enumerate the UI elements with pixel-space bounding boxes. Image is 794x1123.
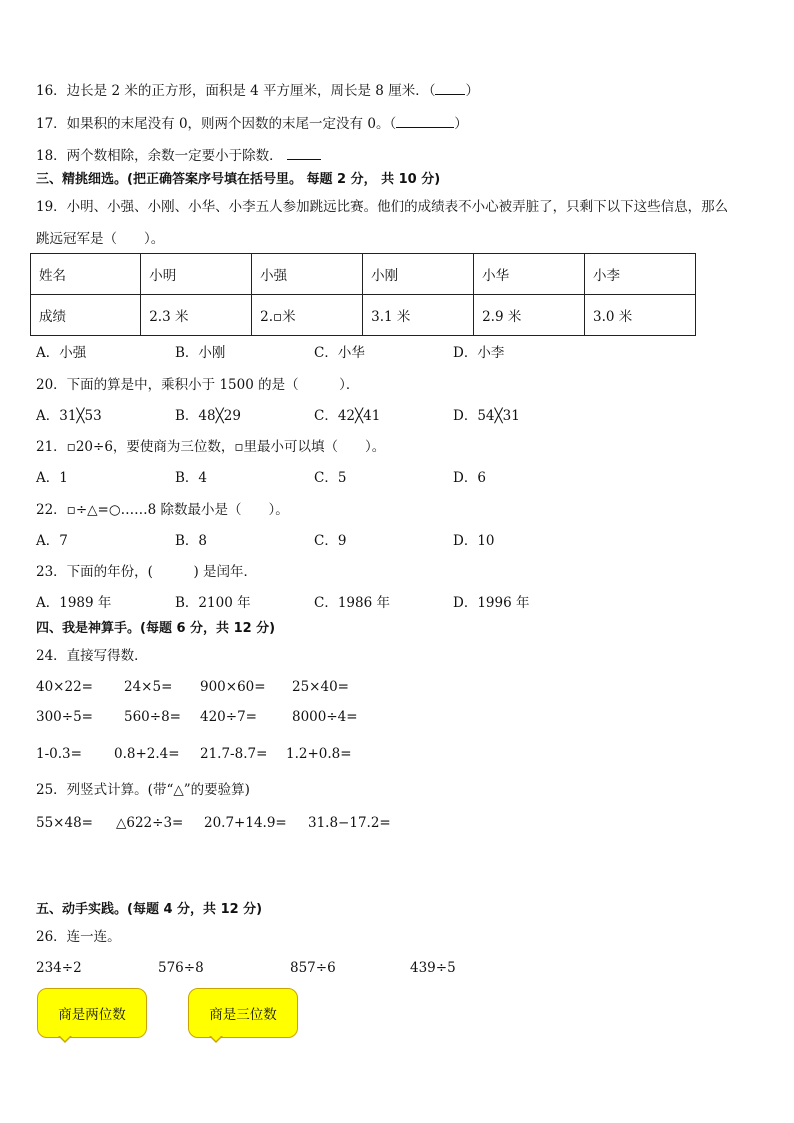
option-b[interactable]: B．8: [175, 533, 208, 549]
calc-item: 25×40=: [292, 679, 349, 695]
bubble-tail-fill: [210, 1035, 222, 1041]
q17-text: 17．如果积的末尾没有 0，则两个因数的末尾一定没有 0。（: [36, 116, 397, 132]
table-row: [31, 254, 696, 295]
q17-blank[interactable]: [396, 113, 454, 128]
option-a[interactable]: A．小强: [36, 345, 87, 361]
option-c[interactable]: C．小华: [314, 345, 365, 361]
option-c[interactable]: C．9: [314, 533, 347, 549]
bubble-label: 商是三位数: [209, 1007, 277, 1023]
calc-item: 31.8−17.2=: [308, 815, 391, 831]
table-cell: 姓名: [31, 254, 141, 295]
q18-text: 18．两个数相除，余数一定要小于除数．: [36, 148, 283, 164]
bubble-three-digit[interactable]: [188, 988, 298, 1038]
q17-close: ）: [454, 116, 468, 132]
q18-blank[interactable]: [287, 145, 321, 160]
q22-text: 22．▫÷△=○……8 除数最小是（ ）。: [36, 502, 289, 518]
table-cell: 小强: [252, 254, 363, 295]
option-b[interactable]: B．2100 年: [175, 595, 251, 611]
option-d[interactable]: D．1996 年: [453, 595, 530, 611]
table-cell: 2.3 米: [141, 295, 252, 336]
option-b[interactable]: B．4: [175, 470, 208, 486]
option-d[interactable]: D．10: [453, 533, 495, 549]
q16-close: ）: [465, 83, 479, 99]
option-d[interactable]: D．54╳31: [453, 408, 520, 424]
calc-item: 0.8+2.4=: [114, 746, 180, 762]
expression-item[interactable]: 576÷8: [158, 960, 204, 976]
q20-text: 20．下面的算是中，乘积小于 1500 的是（ ）．: [36, 377, 360, 393]
q24-title: 24．直接写得数．: [36, 648, 148, 664]
calc-item: 900×60=: [200, 679, 266, 695]
calc-item: 1-0.3=: [36, 746, 82, 762]
calc-item: 24×5=: [124, 679, 173, 695]
expression-item[interactable]: 234÷2: [36, 960, 82, 976]
calc-item: 21.7-8.7=: [200, 746, 268, 762]
score-table: [30, 253, 696, 336]
option-c[interactable]: C．5: [314, 470, 347, 486]
option-d[interactable]: D．6: [453, 470, 486, 486]
calc-item: 55×48=: [36, 815, 93, 831]
option-d[interactable]: D．小李: [453, 345, 505, 361]
calc-item: △622÷3=: [116, 815, 184, 831]
q25-title: 25．列竖式计算。(带“△”的要验算): [36, 782, 250, 798]
bubble-two-digit[interactable]: [37, 988, 147, 1038]
calc-item: 1.2+0.8=: [286, 746, 352, 762]
q17: [36, 113, 468, 134]
bubble-tail-fill: [59, 1035, 71, 1041]
calc-item: 20.7+14.9=: [204, 815, 287, 831]
section5-title: 五、动手实践。(每题 4 分，共 12 分): [36, 902, 263, 917]
option-b[interactable]: B．小刚: [175, 345, 226, 361]
q19-line1: 19．小明、小强、小刚、小华、小李五人参加跳远比赛。他们的成绩表不小心被弄脏了，只剩下以下这些信息，那么: [36, 199, 729, 215]
table-cell: 小华: [474, 254, 585, 295]
table-cell: 小李: [585, 254, 696, 295]
table-row: [31, 295, 696, 336]
option-a[interactable]: A．7: [36, 533, 68, 549]
table-cell: 3.1 米: [363, 295, 474, 336]
option-b[interactable]: B．48╳29: [175, 408, 241, 424]
option-a[interactable]: A．31╳53: [36, 408, 102, 424]
option-a[interactable]: A．1: [36, 470, 68, 486]
table-cell: 小刚: [363, 254, 474, 295]
q16-text: 16．边长是 2 米的正方形，面积是 4 平方厘米，周长是 8 厘米．（: [36, 83, 436, 99]
q21-text: 21．▫20÷6，要使商为三位数，▫里最小可以填（ ）。: [36, 439, 386, 455]
calc-item: 300÷5=: [36, 709, 93, 725]
q19-line2: 跳远冠军是（ ）。: [36, 231, 165, 247]
calc-item: 560÷8=: [124, 709, 181, 725]
table-cell: 2.▫米: [252, 295, 363, 336]
option-c[interactable]: C．1986 年: [314, 595, 390, 611]
q16-blank[interactable]: [435, 80, 465, 95]
q16: [36, 80, 479, 101]
section3-title: 三、精挑细选。(把正确答案序号填在括号里。 每题 2 分， 共 10 分): [36, 172, 441, 187]
expression-item[interactable]: 439÷5: [410, 960, 456, 976]
table-cell: 小明: [141, 254, 252, 295]
calc-item: 420÷7=: [200, 709, 257, 725]
calc-item: 8000÷4=: [292, 709, 358, 725]
q26-title: 26．连一连。: [36, 929, 121, 945]
table-cell: 2.9 米: [474, 295, 585, 336]
q18: [36, 145, 321, 166]
section4-title: 四、我是神算手。(每题 6 分，共 12 分): [36, 621, 276, 636]
q23-text: 23．下面的年份，( ) 是闰年．: [36, 564, 258, 580]
expression-item[interactable]: 857÷6: [290, 960, 336, 976]
table-cell: 成绩: [31, 295, 141, 336]
bubble-label: 商是两位数: [58, 1007, 126, 1023]
option-c[interactable]: C．42╳41: [314, 408, 381, 424]
calc-item: 40×22=: [36, 679, 93, 695]
option-a[interactable]: A．1989 年: [36, 595, 112, 611]
table-cell: 3.0 米: [585, 295, 696, 336]
